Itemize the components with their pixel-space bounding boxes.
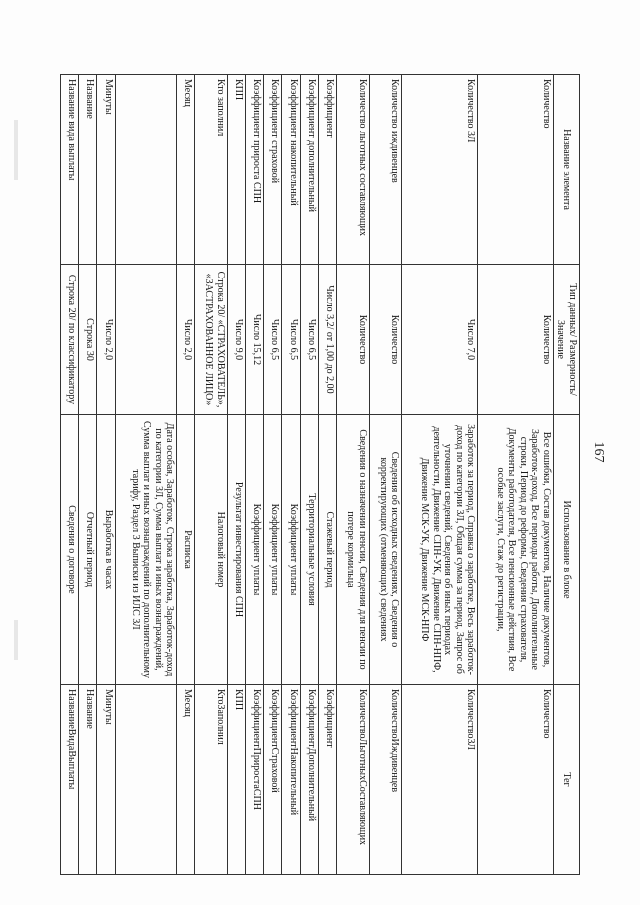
cell-usage: Сведения о договоре	[61, 415, 79, 685]
cell-data-type: Число 3,2/ от 1,00 до 2,00	[318, 265, 336, 415]
cell-usage: Коэффициент уплаты	[282, 415, 300, 685]
cell-usage: Территориальные условия	[300, 415, 318, 685]
cell-data-type: Количество	[478, 265, 554, 415]
cell-data-type: Число 6,5	[282, 265, 300, 415]
cell-usage: Сведения об исходных сведениях, Сведения о корректирующих (отменяющих) сведениях	[369, 415, 402, 685]
cell-usage: Все ошибки, Состав документов, Наличие документов, Заработок-доход, Все периоды работы, Дополнительные строки, Период до реформы, Сведения страхователя, Документы работодателя, Все пенсионные действия, Все особые заслуги, Стаж до регистрации,	[478, 415, 554, 685]
cell-tag	[115, 685, 176, 875]
cell-tag: КоэффициентДополнительный	[300, 685, 318, 875]
cell-element-name	[115, 75, 176, 265]
table-row	[61, 75, 79, 875]
table-row	[369, 75, 402, 875]
table-body	[61, 75, 554, 875]
cell-data-type: Строка 30	[79, 265, 97, 415]
cell-tag: КоэффициентСтраховой	[264, 685, 282, 875]
cell-usage: Налоговый номер	[195, 415, 228, 685]
cell-element-name: Коэффициент накопительный	[282, 75, 300, 265]
table-row	[402, 75, 478, 875]
cell-tag: Коэффициент	[318, 685, 336, 875]
cell-tag: КтоЗаполнил	[195, 685, 228, 875]
cell-element-name: Количество иждивенцев	[369, 75, 402, 265]
cell-element-name: Количество льготных составляющих	[337, 75, 370, 265]
cell-element-name: Название вида выплаты	[61, 75, 79, 265]
cell-element-name: Кто заполнил	[195, 75, 228, 265]
cell-tag: НазваниеВидаВыплаты	[61, 685, 79, 875]
cell-tag: Название	[79, 685, 97, 875]
cell-usage: Стажевый период	[318, 415, 336, 685]
cell-element-name: Минуты	[97, 75, 115, 265]
cell-data-type: Строка 20/ по классификатору	[61, 265, 79, 415]
cell-element-name: Количество ЗЛ	[402, 75, 478, 265]
header-usage: Использование в блоке	[554, 415, 580, 685]
table-row	[79, 75, 97, 875]
cell-data-type	[115, 265, 176, 415]
table-row	[195, 75, 228, 875]
cell-usage: Сведения о назначении пенсии, Сведения для пенсии по потере кормильца	[337, 415, 370, 685]
cell-element-name: Коэффициент прироста СПН	[246, 75, 264, 265]
cell-data-type: Число 6,5	[264, 265, 282, 415]
table-row	[177, 75, 195, 875]
cell-tag: Минуты	[97, 685, 115, 875]
table-row	[318, 75, 336, 875]
cell-element-name: Месяц	[177, 75, 195, 265]
cell-element-name: Количество	[478, 75, 554, 265]
cell-data-type: Число 7,0	[402, 265, 478, 415]
table-row	[115, 75, 176, 875]
elements-table	[60, 74, 580, 875]
header-tag: Тег	[554, 685, 580, 875]
table-row	[97, 75, 115, 875]
cell-tag: КоэффициентПриростаСПН	[246, 685, 264, 875]
cell-element-name: Коэффициент дополнительный	[300, 75, 318, 265]
table-row	[227, 75, 245, 875]
cell-usage: Результат инвестирования СПН	[227, 415, 245, 685]
scan-edge-mark	[14, 620, 18, 660]
cell-usage: Расписка	[177, 415, 195, 685]
cell-data-type: Количество	[369, 265, 402, 415]
cell-element-name: Название	[79, 75, 97, 265]
table-header-row	[554, 75, 580, 875]
cell-data-type: Число 9,0	[227, 265, 245, 415]
cell-data-type: Число 6,5	[300, 265, 318, 415]
cell-usage: Дата особая, Заработок, Строка заработка, Заработок-доход по категории ЗЛ, Сумма выплат и иных вознаграждений, Сумма выплат и иных вознаграждений по дополнительному тарифу, Раздел 3 Выписки из ИЛС ЗЛ	[115, 415, 176, 685]
cell-usage: Выработка в часах	[97, 415, 115, 685]
table-row	[246, 75, 264, 875]
cell-tag: Месяц	[177, 685, 195, 875]
cell-usage: Заработок за период, Справка о заработке, Весь заработок-доход по категории ЗЛ, Общая сумма за период, Запрос об уточнении сведений, Сведения об иных периодах деятельности, Движение СПН-УК, Движение СПН-НПФ, Движение МСК-УК, Движение МСК-НПФ	[402, 415, 478, 685]
cell-tag: КоэффициентНакопительный	[282, 685, 300, 875]
cell-tag: КоличествоИждивенцев	[369, 685, 402, 875]
cell-tag: Количество	[478, 685, 554, 875]
cell-tag: КоличествоЗЛ	[402, 685, 478, 875]
header-element-name: Название элемента	[554, 75, 580, 265]
rotated-table-container	[60, 74, 580, 874]
page-number: 167	[591, 441, 606, 463]
cell-data-type: Строка 20/ «СТРАХОВАТЕЛЬ», «ЗАСТРАХОВАННОЕ ЛИЦО»	[195, 265, 228, 415]
cell-data-type: Число 15,12	[246, 265, 264, 415]
cell-data-type: Количество	[337, 265, 370, 415]
cell-usage: Отчетный период	[79, 415, 97, 685]
table-row	[478, 75, 554, 875]
cell-tag: КоличествоЛьготныхСоставляющих	[337, 685, 370, 875]
cell-data-type: Число 2,0	[177, 265, 195, 415]
cell-element-name: Коэффициент	[318, 75, 336, 265]
scan-edge-mark	[14, 120, 18, 180]
table-row	[300, 75, 318, 875]
cell-element-name: КПП	[227, 75, 245, 265]
cell-data-type: Число 2,0	[97, 265, 115, 415]
cell-element-name: Коэффициент страховой	[264, 75, 282, 265]
cell-tag: КПП	[227, 685, 245, 875]
table-row	[282, 75, 300, 875]
cell-usage: Коэффициент уплаты	[246, 415, 264, 685]
cell-usage: Коэффициент уплаты	[264, 415, 282, 685]
table-row	[264, 75, 282, 875]
header-data-type: Тип данных/ Размерность/ Значение	[554, 265, 580, 415]
table-row	[337, 75, 370, 875]
